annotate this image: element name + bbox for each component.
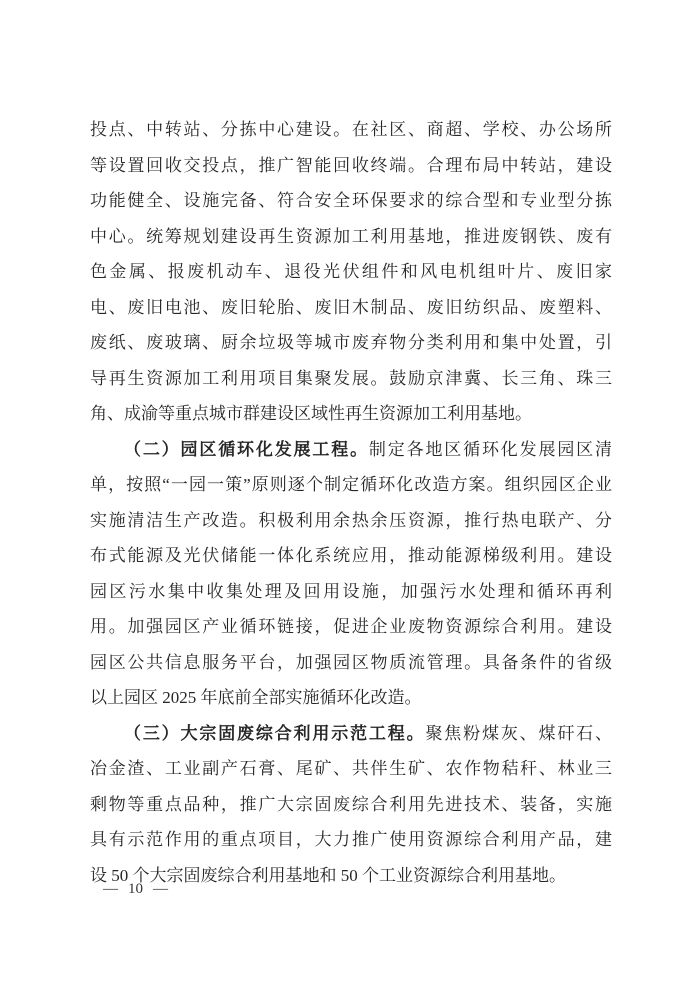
body-line: 角、成渝等重点城市群建设区域性再生资源加工利用基地。: [90, 404, 532, 423]
page-footer: [98, 879, 173, 899]
body-line: 废纸、废玻璃、厨余垃圾等城市废弃物分类利用和集中处置，引: [90, 333, 612, 352]
body-line: 剩物等重点品种，推广大宗固废综合利用先进技术、装备，实施: [90, 794, 612, 814]
body-line: 用。加强园区产业循环链接，促进企业废物资源综合利用。建设: [90, 617, 612, 636]
body-line: 实施清洁生产改造。积极利用余热余压资源，推行热电联产、分: [90, 510, 612, 530]
body-line: 冶金渣、工业副产石膏、尾矿、共伴生矿、农作物秸秆、林业三: [90, 759, 612, 778]
section-heading-2: （二）园区循环化发展工程。: [124, 439, 369, 459]
document-body: [90, 112, 612, 893]
body-line: 功能健全、设施完备、符合安全环保要求的综合型和专业型分拣: [90, 191, 612, 210]
body-line: 园区公共信息服务平台，加强园区物质流管理。具备条件的省级: [90, 652, 612, 672]
body-line: 中心。统筹规划建设再生资源加工利用基地，推进废钢铁、废有: [90, 226, 612, 246]
body-line: 等设置回收交投点，推广智能回收终端。合理布局中转站，建设: [90, 155, 612, 175]
page-number: 10: [128, 881, 143, 897]
footer-right-dash: —: [153, 881, 168, 897]
body-line: 园区污水集中收集处理及回用设施，加强污水处理和循环再利: [90, 581, 612, 601]
body-line: 布式能源及光伏储能一体化系统应用，推动能源梯级利用。建设: [90, 546, 612, 565]
body-text: 制定各地区循环化发展园区清: [368, 439, 613, 459]
footer-left-dash: —: [103, 881, 118, 897]
body-text: 聚焦粉煤灰、煤矸石、: [425, 723, 613, 743]
body-line: 电、废旧电池、废旧轮胎、废旧木制品、废旧纺织品、废塑料、: [90, 297, 612, 317]
body-line: [90, 716, 612, 752]
body-line: 单，按照“一园一策”原则逐个制定循环化改造方案。组织园区企业: [90, 475, 612, 494]
body-line: 以上园区 2025 年底前全部实施循环化改造。: [90, 688, 422, 707]
body-line: 色金属、报废机动车、退役光伏组件和风电机组叶片、废旧家: [90, 262, 612, 281]
body-line: 具有示范作用的重点项目，大力推广使用资源综合利用产品，建: [90, 830, 612, 849]
body-line: 投点、中转站、分拣中心建设。在社区、商超、学校、办公场所: [90, 120, 612, 139]
body-line: [90, 432, 612, 468]
section-heading-3: （三）大宗固废综合利用示范工程。: [124, 723, 426, 743]
body-line: 设 50 个大宗固废综合利用基地和 50 个工业资源综合利用基地。: [90, 865, 566, 885]
body-line: 导再生资源加工利用项目集聚发展。鼓励京津冀、长三角、珠三: [90, 368, 612, 388]
